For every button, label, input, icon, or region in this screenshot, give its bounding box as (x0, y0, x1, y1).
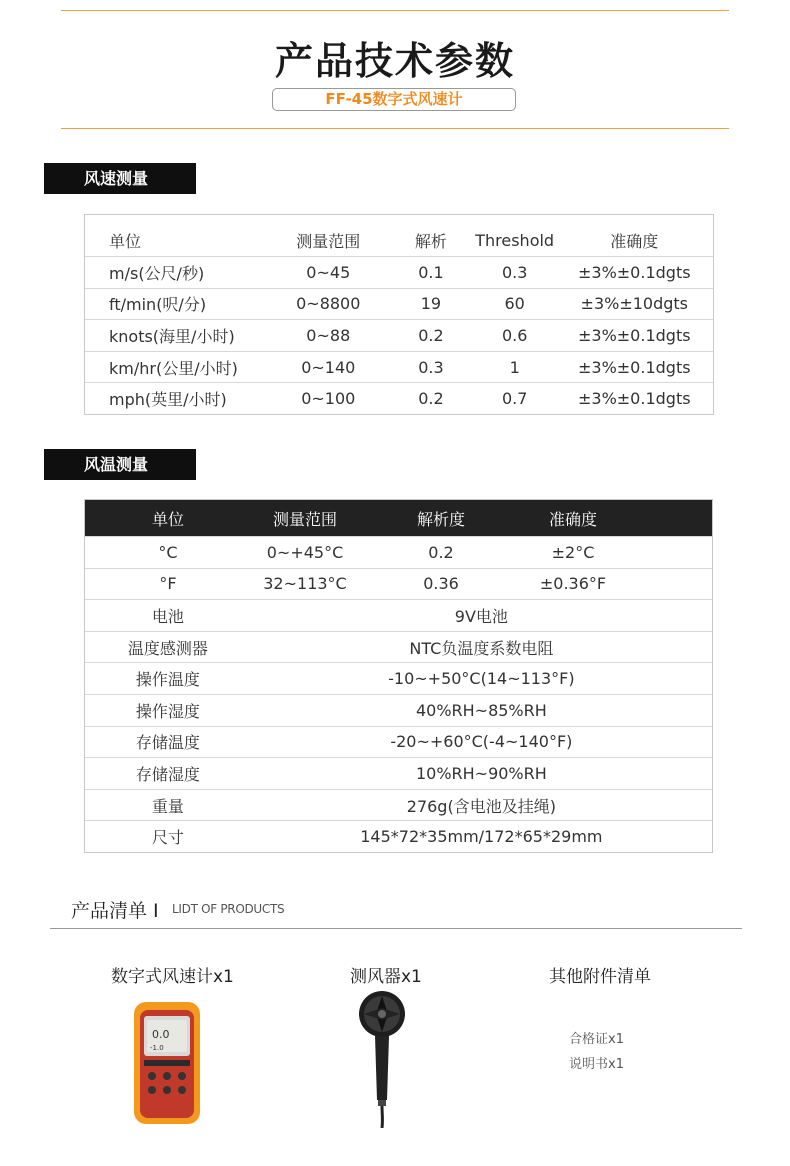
table-cell: 0~+45°C (266, 542, 344, 562)
table-row (85, 319, 713, 351)
table-row (85, 568, 712, 600)
column-header: 解析 (414, 232, 447, 251)
table-cell: ±3%±0.1dgts (577, 389, 691, 409)
table-cell: 10%RH~90%RH (415, 763, 547, 783)
table-cell: mph(英里/小时) (109, 390, 227, 410)
item-label-anemometer: 数字式风速计x1 (111, 967, 234, 987)
accessory-item: 说明书x1 (569, 1057, 624, 1072)
table-row (85, 726, 712, 758)
table-cell: 0~8800 (296, 294, 361, 314)
product-list-title: 产品清单 I (71, 900, 159, 922)
table-cell: ±3%±0.1dgts (577, 262, 691, 282)
table-cell: °C (158, 542, 178, 562)
table-cell: ft/min(呎/分) (109, 295, 207, 315)
section-label-wind-temp: 风温测量 (44, 449, 196, 480)
column-header: 测量范围 (296, 232, 361, 251)
page-title: 产品技术参数 (274, 39, 515, 83)
table-cell: 0~88 (306, 325, 351, 345)
table-cell: 0~45 (306, 262, 351, 282)
model-badge: FF-45数字式风速计 (272, 88, 516, 111)
table-cell: 0~140 (301, 357, 356, 377)
table-cell: ±0.36°F (539, 574, 607, 594)
table-cell: ±3%±0.1dgts (577, 357, 691, 377)
section-label-wind-speed: 风速测量 (44, 163, 196, 194)
wind-speed-table (84, 214, 714, 415)
anemometer-image (132, 1000, 202, 1126)
table-row (85, 757, 712, 789)
table-cell: 0.3 (501, 262, 528, 282)
table-cell: 重量 (151, 796, 184, 816)
product-list-subtitle: LIDT OF PRODUCTS (172, 902, 285, 916)
table-cell: 32~113°C (263, 574, 347, 594)
table-cell: 0.2 (418, 325, 444, 345)
item-label-accessories: 其他附件清单 (549, 967, 651, 987)
table-cell: ±3%±0.1dgts (577, 325, 691, 345)
wind-probe-image (353, 988, 411, 1128)
table-cell: ±2°C (551, 542, 595, 562)
column-header: 准确度 (610, 232, 659, 251)
column-header: 测量范围 (272, 509, 337, 529)
table-cell: 0.2 (418, 389, 444, 409)
table-cell: 存储湿度 (135, 764, 200, 784)
table-cell: 276g(含电池及挂绳) (406, 796, 556, 816)
item-label-probe: 测风器x1 (350, 967, 422, 987)
table-cell: 145*72*35mm/172*65*29mm (360, 827, 603, 847)
table-cell: 0.1 (418, 262, 444, 282)
table-cell: knots(海里/小时) (109, 326, 235, 346)
table-cell: 操作湿度 (135, 701, 200, 721)
table-cell: 温度感测器 (127, 638, 208, 658)
table-cell: m/s(公尺/秒) (109, 263, 205, 283)
table-row (85, 789, 712, 821)
table-row (85, 256, 713, 288)
table-cell: 40%RH~85%RH (415, 700, 547, 720)
table-row (85, 351, 713, 383)
table-cell: 1 (509, 357, 520, 377)
table-cell: 0.2 (428, 542, 454, 562)
top-divider (61, 10, 729, 11)
table-cell: 0.6 (501, 325, 528, 345)
table-row (85, 694, 712, 726)
table-cell: 操作温度 (135, 670, 200, 690)
table-header-row (85, 500, 712, 536)
svg-text:0.0: 0.0 (152, 1028, 170, 1041)
table-cell: 尺寸 (151, 828, 184, 848)
product-list-divider (50, 928, 742, 929)
table-cell: 19 (420, 294, 442, 314)
table-cell: 电池 (151, 606, 184, 626)
table-cell: 0.7 (501, 389, 528, 409)
header-divider (61, 128, 729, 129)
table-row (85, 662, 712, 694)
table-cell: 60 (504, 294, 525, 314)
table-cell: ±3%±10dgts (580, 294, 689, 314)
column-header: 准确度 (548, 509, 597, 529)
column-header: Threshold (475, 231, 555, 250)
table-cell: -10~+50°C(14~113°F) (388, 669, 575, 689)
table-row (85, 599, 712, 631)
table-cell: 0.36 (423, 574, 459, 594)
table-cell: 存储温度 (135, 733, 200, 753)
table-header-row (85, 215, 713, 256)
svg-text:-1.0: -1.0 (150, 1044, 164, 1052)
column-header: 解析度 (416, 509, 465, 529)
table-cell: 0.3 (418, 357, 444, 377)
table-row (85, 382, 713, 414)
table-cell: 9V电池 (454, 606, 508, 626)
accessory-item: 合格证x1 (569, 1032, 624, 1047)
column-header: 单位 (109, 232, 142, 251)
table-row (85, 820, 712, 852)
table-cell: -20~+60°C(-4~140°F) (390, 732, 573, 752)
column-header: 单位 (151, 509, 184, 529)
wind-temp-table (84, 499, 713, 853)
table-cell: °F (159, 574, 177, 594)
table-cell: km/hr(公里/小时) (109, 358, 238, 378)
table-row (85, 536, 712, 568)
table-row (85, 631, 712, 663)
table-row (85, 288, 713, 320)
table-cell: 0~100 (301, 389, 356, 409)
table-cell: NTC负温度系数电阻 (409, 638, 554, 658)
